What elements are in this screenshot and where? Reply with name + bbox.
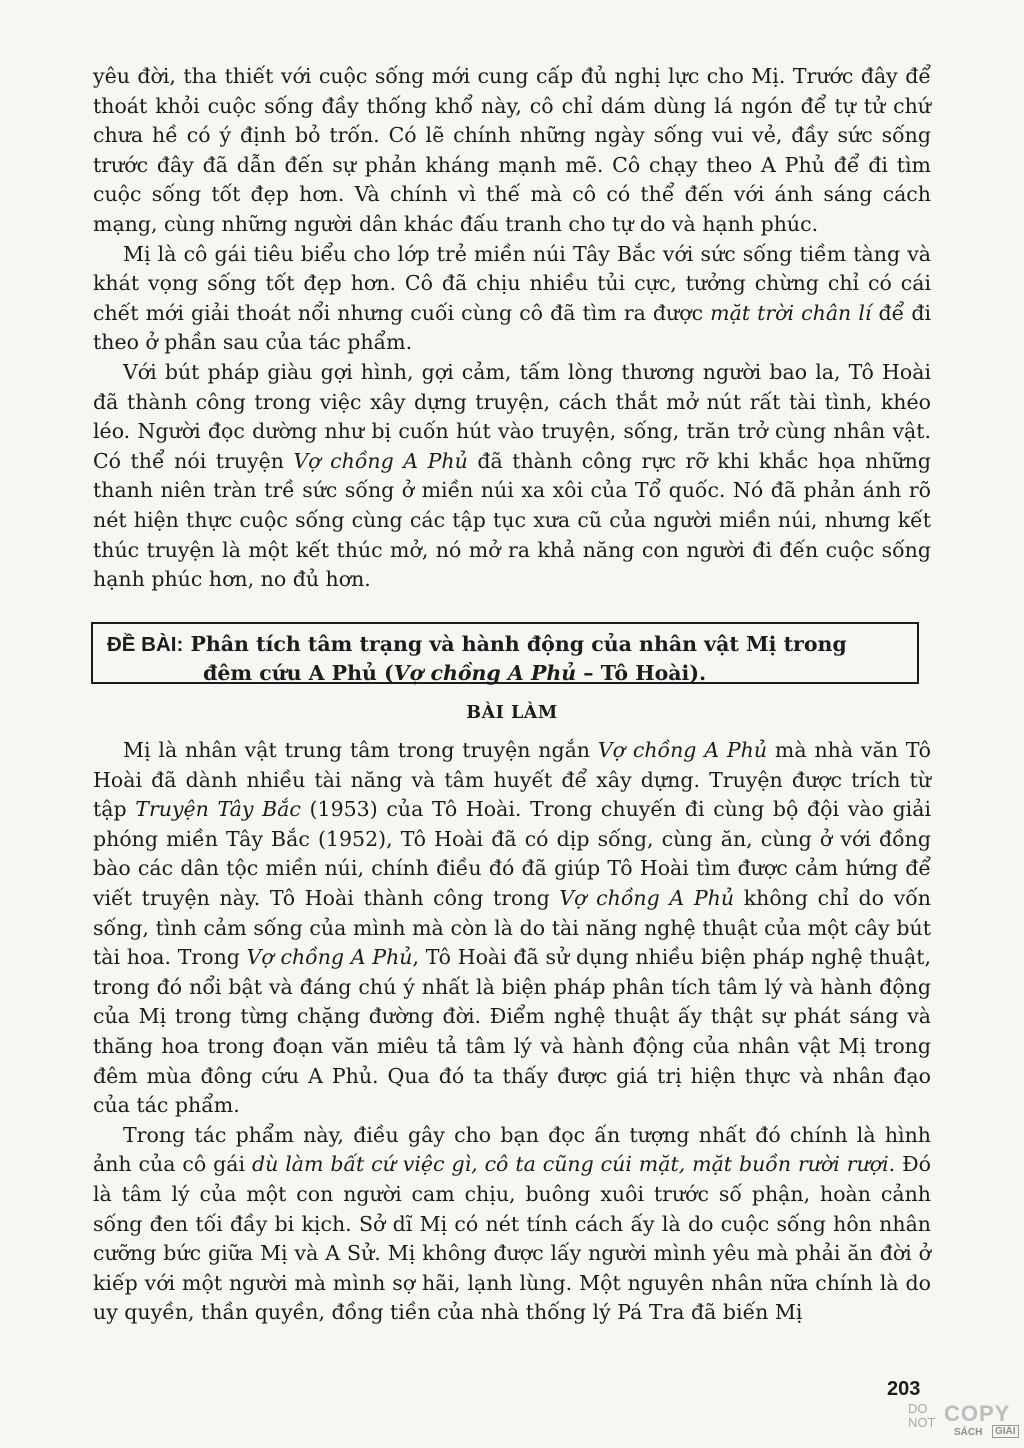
prompt-line-1: ĐỀ BÀI: Phân tích tâm trạng và hành động của nhân vật Mị trong — [107, 632, 847, 656]
continued-essay-text — [93, 62, 931, 595]
paragraph: Mị là nhân vật trung tâm trong truyện ngắn Vợ chồng A Phủ mà nhà văn Tô Hoài đã dành nhiều tài năng và tâm huyết để xây dựng. Truyện được trích từ tập Truyện Tây Bắc (1953) của Tô Hoài. Trong chuyến đi cùng bộ đội vào giải phóng miền Tây Bắc (1952), Tô Hoài đã có dịp sống, cùng ăn, cùng ở với đồng bào các dân tộc miền núi, chính điều đó đã giúp Tô Hoài tìm được cảm hứng để viết truyện này. Tô Hoài thành công trong Vợ chồng A Phủ không chỉ do vốn sống, tình cảm sống của mình mà còn là do tài năng nghệ thuật của một cây bút tài hoa. Trong Vợ chồng A Phủ, Tô Hoài đã sử dụng nhiều biện pháp nghệ thuật, trong đó nổi bật và đáng chú ý nhất là biện pháp phân tích tâm lý và hành động của Mị trong từng chặng đường đời. Điểm nghệ thuật ấy thật sự phát sáng và thăng hoa trong đoạn văn miêu tả tâm lý và hành động của nhân vật Mị trong đêm mùa đông cứu A Phủ. Qua đó ta thấy được giá trị hiện thực và nhân đạo của tác phẩm. — [93, 738, 931, 1118]
paragraph: yêu đời, tha thiết với cuộc sống mới cung cấp đủ nghị lực cho Mị. Trước đây để thoát khỏi cuộc sống đầy thống khổ này, cô chỉ dám dùng lá ngón để tự tử chứ chưa hề có ý định bỏ trốn. Có lẽ chính những ngày sống vui vẻ, đầy sức sống trước đây đã dẫn đến sự phản kháng mạnh mẽ. Cô chạy theo A Phủ để đi tìm cuộc sống tốt đẹp hơn. Và chính vì thế mà cô có thể đến với ánh sáng cách mạng, cùng những người dân khác đấu tranh cho tự do và hạnh phúc. — [93, 64, 931, 236]
watermark-copy: COPY — [944, 1401, 1011, 1426]
section-heading: BÀI LÀM — [466, 703, 558, 723]
italic-title: Vợ chồng A Phủ — [293, 448, 468, 473]
italic-title: Vợ chồng A Phủ — [393, 661, 577, 685]
paragraph: Với bút pháp giàu gợi hình, gợi cảm, tấm lòng thương người bao la, Tô Hoài đã thành công trong việc xây dựng truyện, cách thắt mở nút rất tài tình, khéo léo. Người đọc dường như bị cuốn hút vào truyện, sống, trăn trở cùng nhân vật. Có thể nói truyện Vợ chồng A Phủ đã thành công rực rỡ khi khắc họa những thanh niên tràn trề sức sống ở miền núi xa xôi của Tổ quốc. Nó đã phản ánh rõ nét hiện thực cuộc sống cùng các tập tục xưa cũ của người miền núi, nhưng kết thúc truyện là một kết thúc mở, nó mở ra khả năng con người đi đến cuộc sống hạnh phúc hơn, no đủ hơn. — [93, 359, 932, 592]
watermark-do: DO — [908, 1401, 928, 1416]
italic-title: Vợ chồng A Phủ — [559, 885, 735, 910]
essay-body — [93, 736, 931, 1328]
paragraph: Mị là cô gái tiêu biểu cho lớp trẻ miền núi Tây Bắc với sức sống tiềm tàng và khát vọng sống tốt đẹp hơn. Cô đã chịu nhiều tủi cực, tưởng chừng chỉ có cái chết mới giải thoát nổi nhưng cuối cùng cô đã tìm ra được mặt trời chân lí để đi theo ở phần sau của tác phẩm. — [93, 241, 932, 355]
italic-title: Vợ chồng A Phủ — [246, 945, 413, 970]
watermark-sach: SÁCH — [954, 1427, 983, 1438]
italic-phrase: mặt trời chân lí — [710, 300, 872, 325]
page-number: 203 — [887, 1378, 921, 1400]
prompt-line-2: đêm cứu A Phủ (Vợ chồng A Phủ – Tô Hoài). — [203, 661, 707, 685]
italic-title: Truyện Tây Bắc — [135, 797, 301, 822]
prompt-label: ĐỀ BÀI: — [107, 633, 184, 656]
italic-title: Vợ chồng A Phủ — [597, 738, 768, 762]
italic-quote: dù làm bất cứ việc gì, cô ta cũng cúi mặt, mặt buồn rười rượi. — [251, 1152, 896, 1177]
watermark-logo — [908, 1400, 1020, 1446]
watermark-giai: GIẢI — [992, 1425, 1019, 1438]
watermark-not: NOT — [908, 1415, 936, 1430]
essay-prompt-box — [91, 622, 919, 684]
paragraph: Trong tác phẩm này, điều gây cho bạn đọc ấn tượng nhất đó chính là hình ảnh của cô gái dù làm bất cứ việc gì, cô ta cũng cúi mặt, mặt buồn rười rượi. Đó là tâm lý của một con người cam chịu, buông xuôi trước số phận, hoàn cảnh sống đen tối đầy bi kịch. Sở dĩ Mị có nét tính cách ấy là do cuộc sống hôn nhân cưỡng bức giữa Mị và A Sử. Mị không được lấy người mình yêu mà phải ăn đời ở kiếp với một người mà mình sợ hãi, lạnh lùng. Một nguyên nhân nữa chính là do uy quyền, thần quyền, đồng tiền của nhà thống lý Pá Tra đã biến Mị — [93, 1122, 932, 1325]
